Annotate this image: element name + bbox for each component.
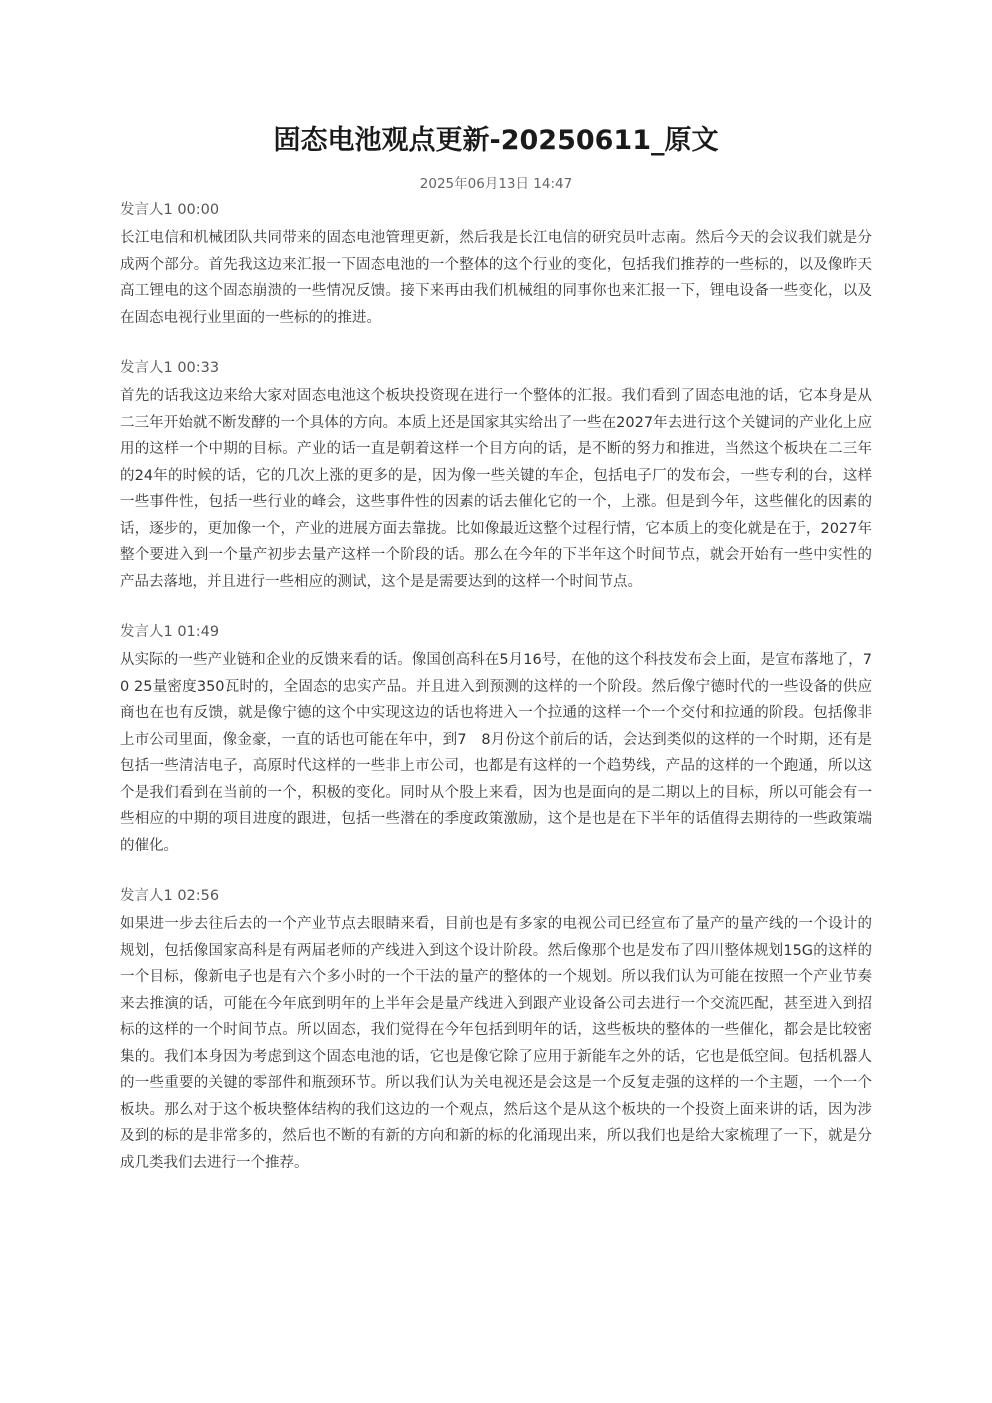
transcript-paragraph: 首先的话我这边来给大家对固态电池这个板块投资现在进行一个整体的汇报。我们看到了固态电池的话，它本身是从二三年开始就不断发酵的一个具体的方向。本质上还是国家其实给出了一些在2027年去进行这个关键词的产业化上应用的这样一个中期的目标。产业的话一直是朝着这样一个目方向的话，是不断的努力和推进，当然这个板块在二三年的24年的时候的话，它的几次上涨的更多的是，因为像一些关键的车企，包括电子厂的发布会，一些专利的台，这样一些事件性，包括一些行业的峰会，这些事件性的因素的话去催化它的一个，上涨。但是到今年，这些催化的因素的话，逐步的，更加像一个，产业的进展方面去靠拢。比如像最近这整个过程行情，它本质上的变化就是在于，2027年整个要进入到一个量产初步去量产这样一个阶段的话。那么在今年的下半年这个时间节点，就会开始有一些中实性的产品去落地，并且进行一些相应的测试，这个是是需要达到的这样一个时间节点。 xyxy=(120,388,872,590)
transcript-section xyxy=(120,621,872,859)
transcript-paragraph: 从实际的一些产业链和企业的反馈来看的话。像国创高科在5月16号，在他的这个科技发布会上面，是宣布落地了，70 25量密度350瓦时的，全固态的忠实产品。并且进入到预测的这样的一个阶段。然后像宁德时代的一些设备的供应商也在也有反馈，就是像宁德的这个中实现这边的话也将进入一个拉通的这样一个一个交付和拉通的阶段。包括像非上市公司里面，像金豪，一直的话也可能在年中，到7 8月份这个前后的话，会达到类似的这样的一个时期，还有是包括一些清洁电子，高原时代这样的一些非上市公司，也都是有这样的一个趋势线，产品的这样的一个跑通，所以这个是我们看到在当前的一个，积极的变化。同时从个股上来看，因为也是面向的是二期以上的目标，所以可能会有一些相应的中期的项目进度的跟进，包括一些潜在的季度政策激励，这个是也是在下半年的话值得去期待的一些政策端的催化。 xyxy=(120,652,872,854)
transcript-section xyxy=(120,885,872,1176)
transcript-section xyxy=(120,357,872,595)
speaker-timestamp: 发言人1 02:56 xyxy=(120,888,220,904)
speaker-timestamp: 发言人1 00:33 xyxy=(120,360,220,376)
transcript-paragraph: 长江电信和机械团队共同带来的固态电池管理更新，然后我是长江电信的研究员叶志南。然后今天的会议我们就是分成两个部分。首先我这边来汇报一下固态电池的一个整体的这个行业的变化，包括我们推荐的一些标的，以及像昨天高工锂电的这个固态崩溃的一些情况反馈。接下来再由我们机械组的同事你也来汇报一下，锂电设备一些变化，以及在固态电视行业里面的一些标的的推进。 xyxy=(120,230,872,326)
document-date: 2025年06月13日 14:47 xyxy=(419,176,573,192)
transcript-body xyxy=(120,199,872,1202)
speaker-timestamp: 发言人1 00:00 xyxy=(120,202,220,218)
document-title: 固态电池观点更新-20250611_原文 xyxy=(273,125,719,156)
transcript-section xyxy=(120,199,872,331)
transcript-paragraph: 如果进一步去往后去的一个产业节点去眼睛来看，目前也是有多家的电视公司已经宣布了量产的量产线的一个设计的规划，包括像国家高科是有两届老师的产线进入到这个设计阶段。然后像那个也是发布了四川整体规划15G的这样的一个目标，像新电子也是有六个多小时的一个干法的量产的整体的一个规划。所以我们认为可能在按照一个产业节奏来去推演的话，可能在今年底到明年的上半年会是量产线进入到跟产业设备公司去进行一个交流匹配，甚至进入到招标的这样的一个时间节点。所以固态，我们觉得在今年包括到明年的话，这些板块的整体的一些催化，都会是比较密集的。我们本身因为考虑到这个固态电池的话，它也是像它除了应用于新能车之外的话，它也是低空间。包括机器人的一些重要的关键的零部件和瓶颈环节。所以我们认为关电视还是会这是一个反复走强的这样的一个主题，一个一个板块。那么对于这个板块整体结构的我们这边的一个观点，然后这个是从这个板块的一个投资上面来讲的话，因为涉及到的标的是非常多的，然后也不断的有新的方向和新的标的化涌现出来，所以我们也是给大家梳理了一下，就是分成几类我们去进行一个推荐。 xyxy=(120,916,872,1171)
speaker-timestamp: 发言人1 01:49 xyxy=(120,624,220,640)
